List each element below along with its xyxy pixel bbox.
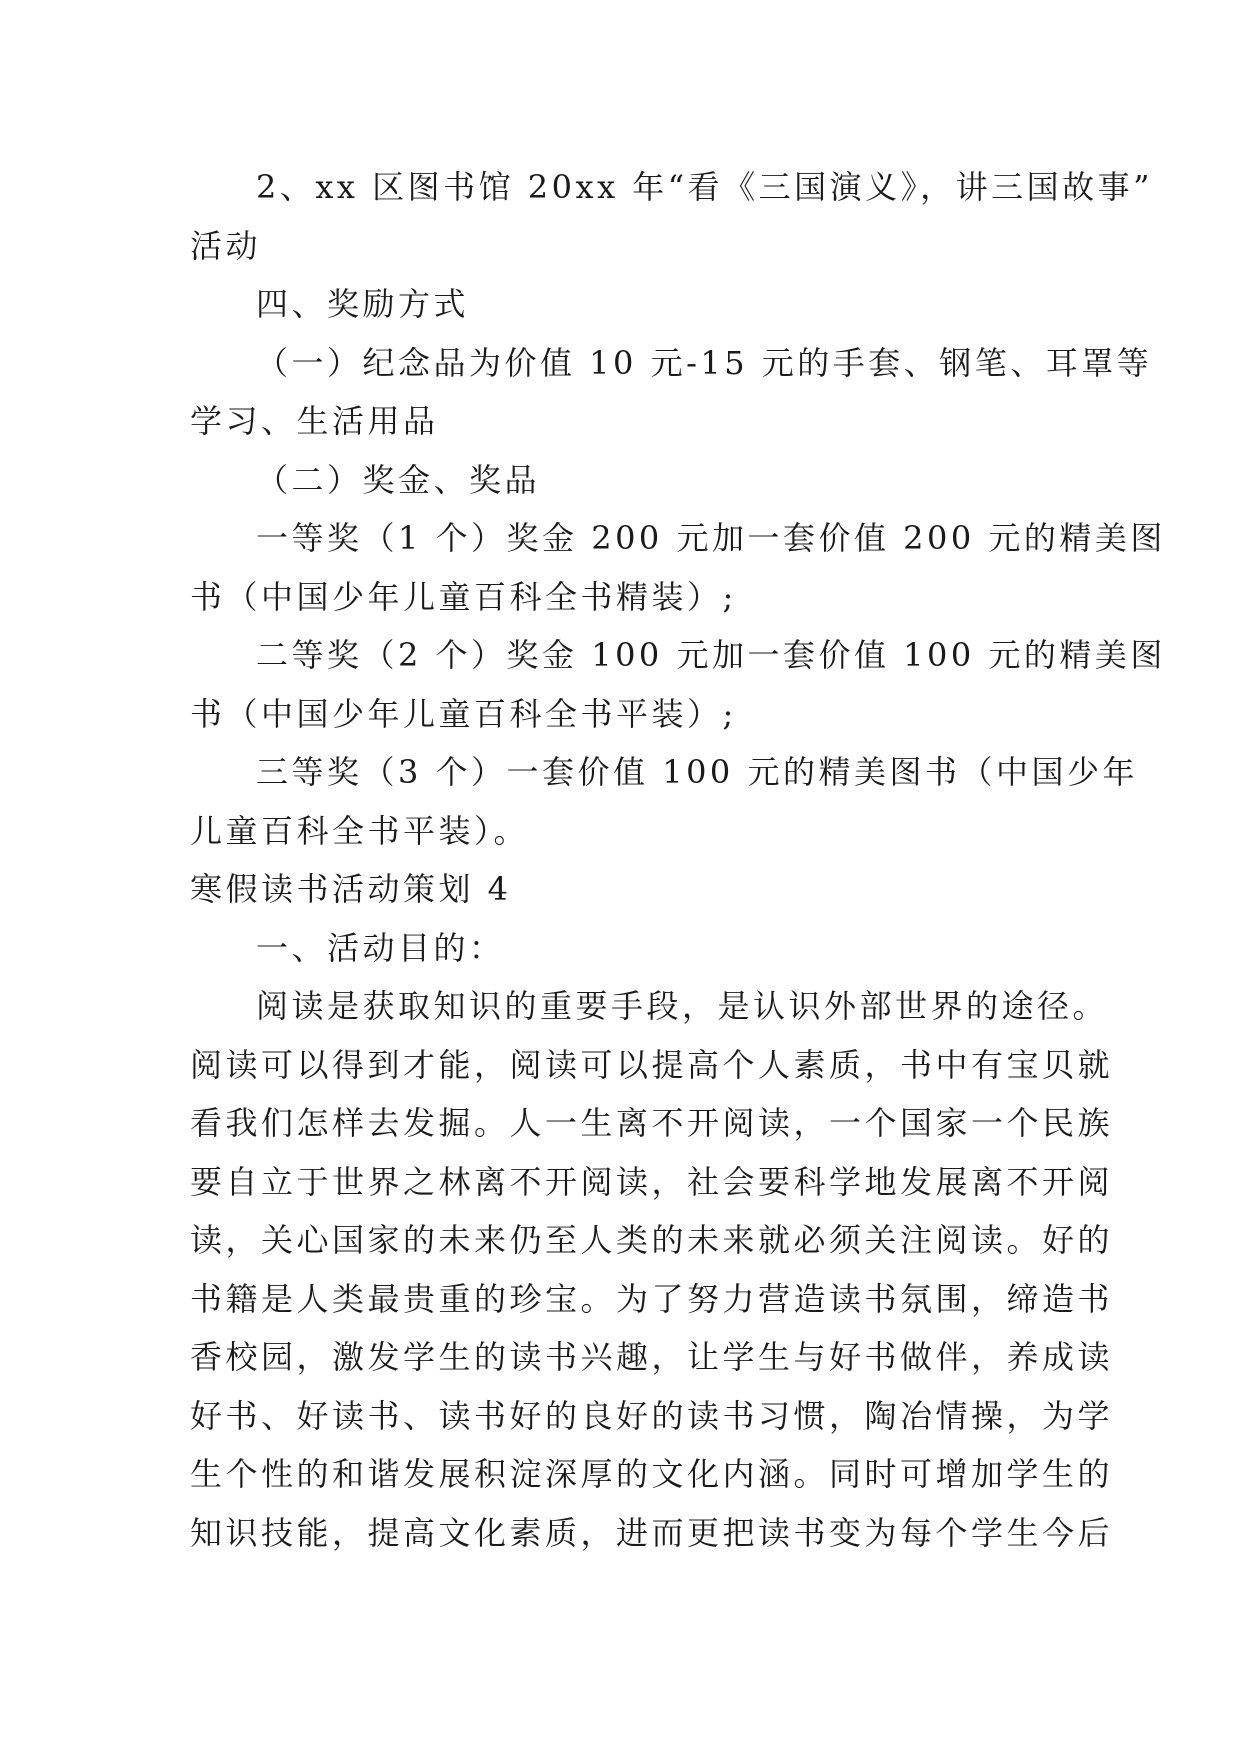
- text-line: 看我们怎样去发掘。人一生离不开阅读，一个国家一个民族: [190, 1104, 1114, 1142]
- text-line: 香校园，激发学生的读书兴趣，让学生与好书做伴，养成读: [190, 1338, 1114, 1376]
- text-line: 书（中国少年儿童百科全书精装）;: [190, 577, 737, 616]
- subsection-heading: （二）奖金、奖品: [256, 460, 541, 499]
- text-line: 阅读可以得到才能，阅读可以提高个人素质，书中有宝贝就: [190, 1045, 1114, 1084]
- text-line: 阅读是获取知识的重要手段，是认识外部世界的途径。: [256, 987, 1109, 1025]
- text-line: 儿童百科全书平装）。: [190, 811, 530, 850]
- document-body: [190, 158, 1166, 1562]
- section-heading: 一、活动目的：: [256, 928, 505, 967]
- text-line: 书（中国少年儿童百科全书平装）;: [190, 694, 737, 733]
- text-line: 2、xx 区图书馆 20xx 年“看《三国演义》，讲三国故事”: [256, 168, 1154, 206]
- text-line: 要自立于世界之林离不开阅读，社会要科学地发展离不开阅: [190, 1162, 1114, 1201]
- text-line: 三等奖（3 个）一套价值 100 元的精美图书（中国少年: [256, 753, 1138, 791]
- text-line: 一等奖（1 个）奖金 200 元加一套价值 200 元的精美图: [256, 519, 1166, 557]
- document-title: 寒假读书活动策划 4: [190, 870, 512, 908]
- text-line: 知识技能，提高文化素质，进而更把读书变为每个学生今后: [190, 1513, 1114, 1552]
- text-line: 活动: [190, 226, 262, 265]
- text-line: 书籍是人类最贵重的珍宝。为了努力营造读书氛围，缔造书: [190, 1279, 1114, 1318]
- text-line: 好书、好读书、读书好的良好的读书习惯，陶冶情操，为学: [190, 1396, 1114, 1435]
- text-line: 读，关心国家的未来仍至人类的未来就必须关注阅读。好的: [190, 1221, 1114, 1259]
- text-line: 生个性的和谐发展积淀深厚的文化内涵。同时可增加学生的: [190, 1455, 1114, 1493]
- text-line: （一）纪念品为价值 10 元-15 元的手套、钢笔、耳罩等: [256, 343, 1153, 382]
- text-line: 学习、生活用品: [190, 402, 439, 440]
- section-heading: 四、奖励方式: [256, 285, 470, 323]
- text-line: 二等奖（2 个）奖金 100 元加一套价值 100 元的精美图: [256, 636, 1166, 674]
